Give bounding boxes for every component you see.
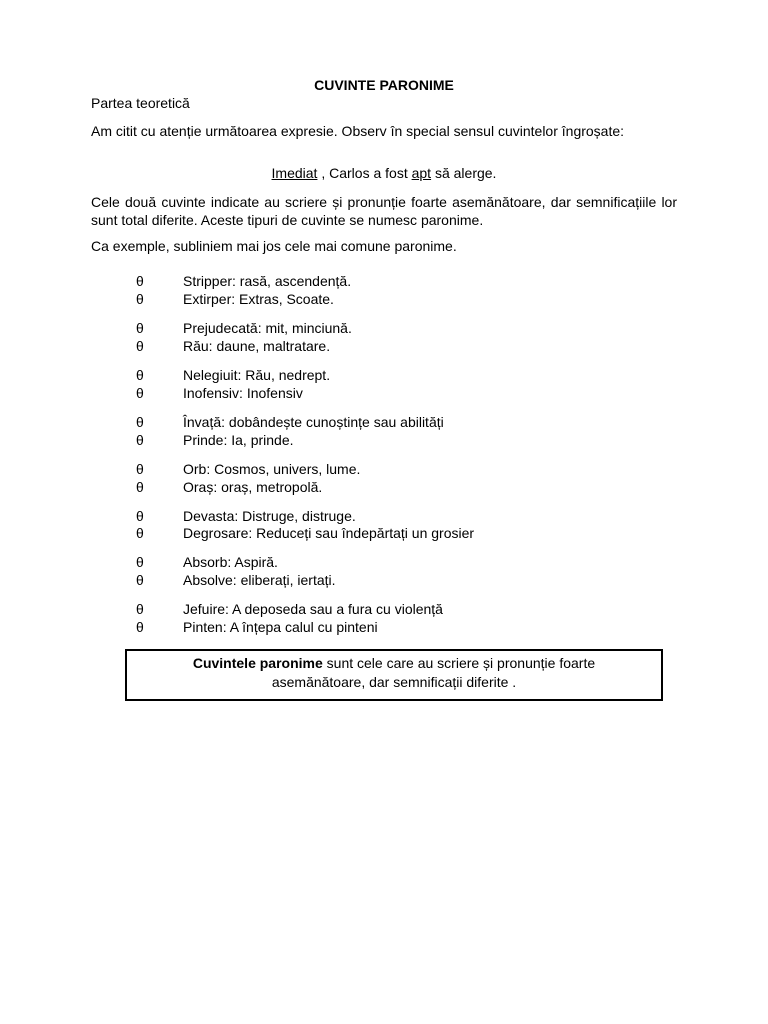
theta-bullet-icon: θ <box>136 385 144 401</box>
list-item <box>136 600 696 618</box>
list-item-text: Oraș: oraș, metropolă. <box>183 479 323 495</box>
definition-box <box>125 649 663 701</box>
theta-bullet-icon: θ <box>136 367 144 383</box>
example-end: să alerge. <box>431 165 497 181</box>
list-item <box>136 460 696 478</box>
theta-bullet-icon: θ <box>136 508 144 524</box>
list-item-text: Prejudecată: mit, minciună. <box>183 320 352 336</box>
document-title: CUVINTE PARONIME <box>314 77 454 93</box>
list-item <box>136 290 696 308</box>
theta-bullet-icon: θ <box>136 273 144 289</box>
theta-bullet-icon: θ <box>136 414 144 430</box>
list-item <box>136 319 696 337</box>
definition-text: sunt cele care au scriere și pronunție foarte <box>322 655 596 671</box>
list-item <box>136 337 696 355</box>
list-item <box>136 553 696 571</box>
list-item-text: Degrosare: Reduceți sau îndepărtați un grosier <box>183 525 475 541</box>
theta-bullet-icon: θ <box>136 619 144 635</box>
explanation-paragraph: Cele două cuvinte indicate au scriere și pronunție foarte asemănătoare, dar semnificațiile lor sunt total diferite. Aceste tipuri de cuvinte se numesc paronime. <box>91 194 677 228</box>
list-item-text: Extirper: Extras, Scoate. <box>183 291 334 307</box>
list-item-text: Nelegiuit: Rău, nedrept. <box>183 367 331 383</box>
theta-bullet-icon: θ <box>136 338 144 354</box>
section-label: Partea teoretică <box>91 95 190 111</box>
theta-bullet-icon: θ <box>136 479 144 495</box>
theta-bullet-icon: θ <box>136 461 144 477</box>
definition-term: Cuvintele paronime <box>192 655 323 671</box>
list-item <box>136 366 696 384</box>
list-item <box>136 524 696 542</box>
list-item <box>136 384 696 402</box>
list-item <box>136 272 696 290</box>
example-sentence <box>0 164 768 182</box>
list-item-text: Orb: Cosmos, univers, lume. <box>183 461 361 477</box>
list-item <box>136 507 696 525</box>
list-item-text: Absolve: eliberați, iertați. <box>183 572 336 588</box>
example-word-2: apt <box>411 165 432 181</box>
list-item-text: Absorb: Aspiră. <box>183 554 278 570</box>
intro-paragraph: Am citit cu atenție următoarea expresie. Observ în special sensul cuvintelor îngroșate: <box>91 123 625 139</box>
list-item-text: Pinten: A înțepa calul cu pinteni <box>183 619 378 635</box>
list-item-text: Inofensiv: Inofensiv <box>183 385 303 401</box>
list-item <box>136 618 696 636</box>
list-item <box>136 478 696 496</box>
list-item-text: Devasta: Distruge, distruge. <box>183 508 356 524</box>
list-item <box>136 571 696 589</box>
examples-intro: Ca exemple, subliniem mai jos cele mai comune paronime. <box>91 238 457 254</box>
theta-bullet-icon: θ <box>136 572 144 588</box>
theta-bullet-icon: θ <box>136 601 144 617</box>
list-item-text: Rău: daune, maltratare. <box>183 338 331 354</box>
list-item-text: Prinde: Ia, prinde. <box>183 432 294 448</box>
list-item-text: Stripper: rasă, ascendență. <box>183 273 352 289</box>
theta-bullet-icon: θ <box>136 554 144 570</box>
definition-line-1 <box>127 654 661 673</box>
theta-bullet-icon: θ <box>136 291 144 307</box>
list-item <box>136 413 696 431</box>
list-item-text: Jefuire: A deposeda sau a fura cu violență <box>183 601 443 617</box>
example-word-1: Imediat <box>271 165 318 181</box>
definition-line-2: asemănătoare, dar semnificații diferite . <box>271 674 517 690</box>
theta-bullet-icon: θ <box>136 432 144 448</box>
list-item-text: Învață: dobândește cunoștințe sau abilități <box>183 414 444 430</box>
theta-bullet-icon: θ <box>136 320 144 336</box>
list-item <box>136 431 696 449</box>
theta-bullet-icon: θ <box>136 525 144 541</box>
example-middle: , Carlos a fost <box>317 165 412 181</box>
